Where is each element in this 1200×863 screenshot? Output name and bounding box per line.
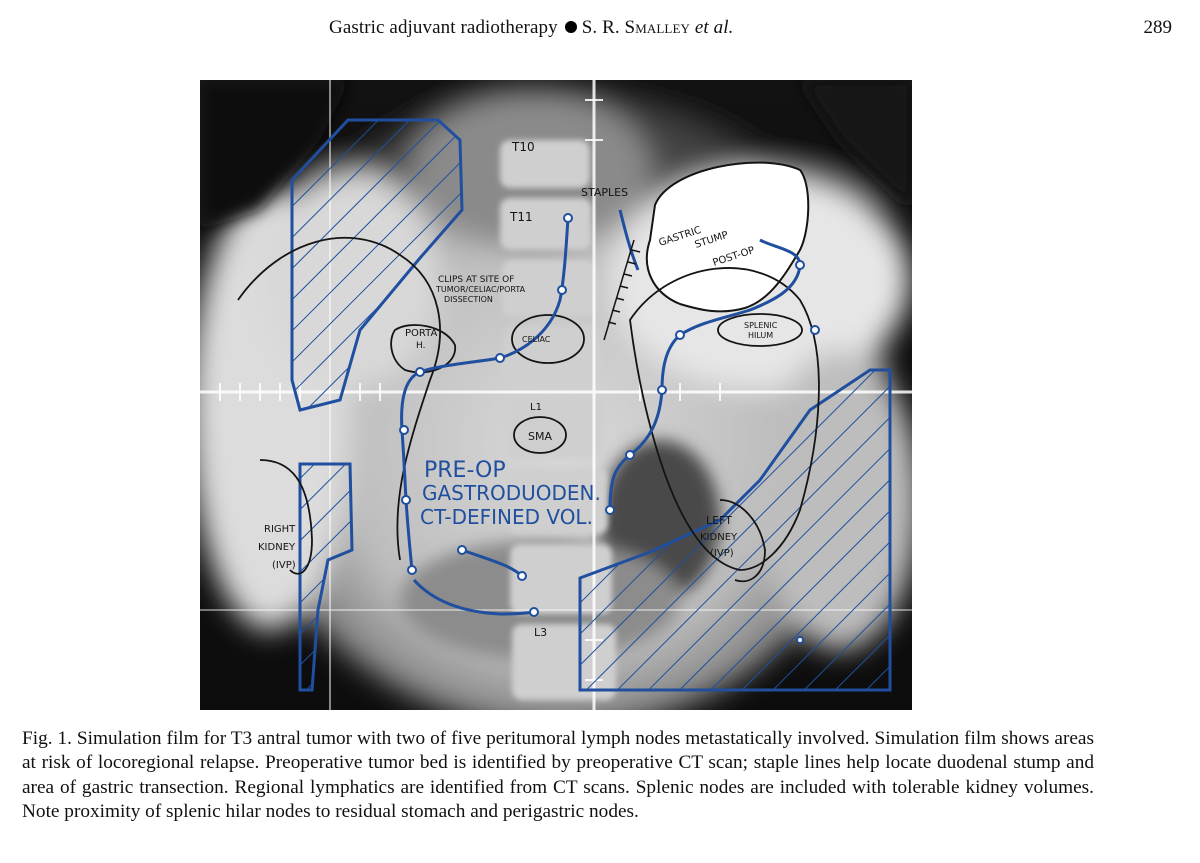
label-left-kidney-2: KIDNEY: [700, 532, 738, 543]
bullet-separator-icon: [565, 21, 577, 33]
journal-section-title: Gastric adjuvant radiotherapy: [329, 17, 558, 38]
label-t11: T11: [510, 210, 533, 224]
label-celiac: CELIAC: [522, 335, 551, 344]
label-preop-1: PRE-OP: [424, 458, 506, 483]
running-title: [329, 17, 733, 39]
label-right-kidney-1: RIGHT: [264, 524, 296, 535]
label-preop-2: GASTRODUODEN.: [422, 481, 601, 505]
label-porta-1: PORTA: [405, 328, 438, 339]
label-porta-2: H.: [416, 341, 426, 351]
label-right-kidney-3: (IVP): [272, 560, 296, 571]
author-name: S. R. Smalley: [581, 17, 690, 38]
simulation-film-figure: [200, 80, 912, 710]
label-gastric-2: STUMP: [693, 229, 730, 251]
label-splenic-2: HILUM: [748, 331, 774, 340]
label-gastric-1: GASTRIC: [657, 224, 703, 249]
label-right-kidney-2: KIDNEY: [258, 542, 296, 553]
label-t10: T10: [512, 140, 535, 154]
label-l3: L3: [534, 626, 548, 639]
label-staples: STAPLES: [581, 186, 629, 199]
author-etal: et al.: [694, 17, 734, 38]
page-number: 289: [1143, 17, 1172, 38]
label-gastric-3: POST-OP: [711, 245, 757, 269]
label-left-kidney-3: (IVP): [710, 548, 734, 559]
label-clips-1: CLIPS AT SITE OF: [438, 275, 515, 285]
label-sma: SMA: [528, 430, 552, 443]
simulation-film-image: [200, 80, 912, 710]
label-left-kidney-1: LEFT: [706, 514, 732, 527]
label-splenic-1: SPLENIC: [744, 321, 778, 330]
running-head: [0, 17, 1200, 43]
label-clips-3: DISSECTION: [444, 295, 493, 304]
label-clips-2: TUMOR/CELIAC/PORTA: [436, 285, 526, 294]
label-preop-3: CT-DEFINED VOL.: [420, 505, 593, 529]
figure-caption: Fig. 1. Simulation film for T3 antral tumor with two of five peritumoral lymph nodes metastatically involved. Simulation film shows areas at risk of locoregional relapse. Preoperative tumor bed is identified by preoperative CT scan; staple lines help locate duodenal stump and area of gastric transection. Regional lymphatics are identified from CT scans. Splenic nodes are included with tolerable kidney volumes. Note proximity of splenic hilar nodes to residual stomach and perigastric nodes.: [22, 728, 1094, 823]
label-l1: L1: [530, 402, 542, 413]
